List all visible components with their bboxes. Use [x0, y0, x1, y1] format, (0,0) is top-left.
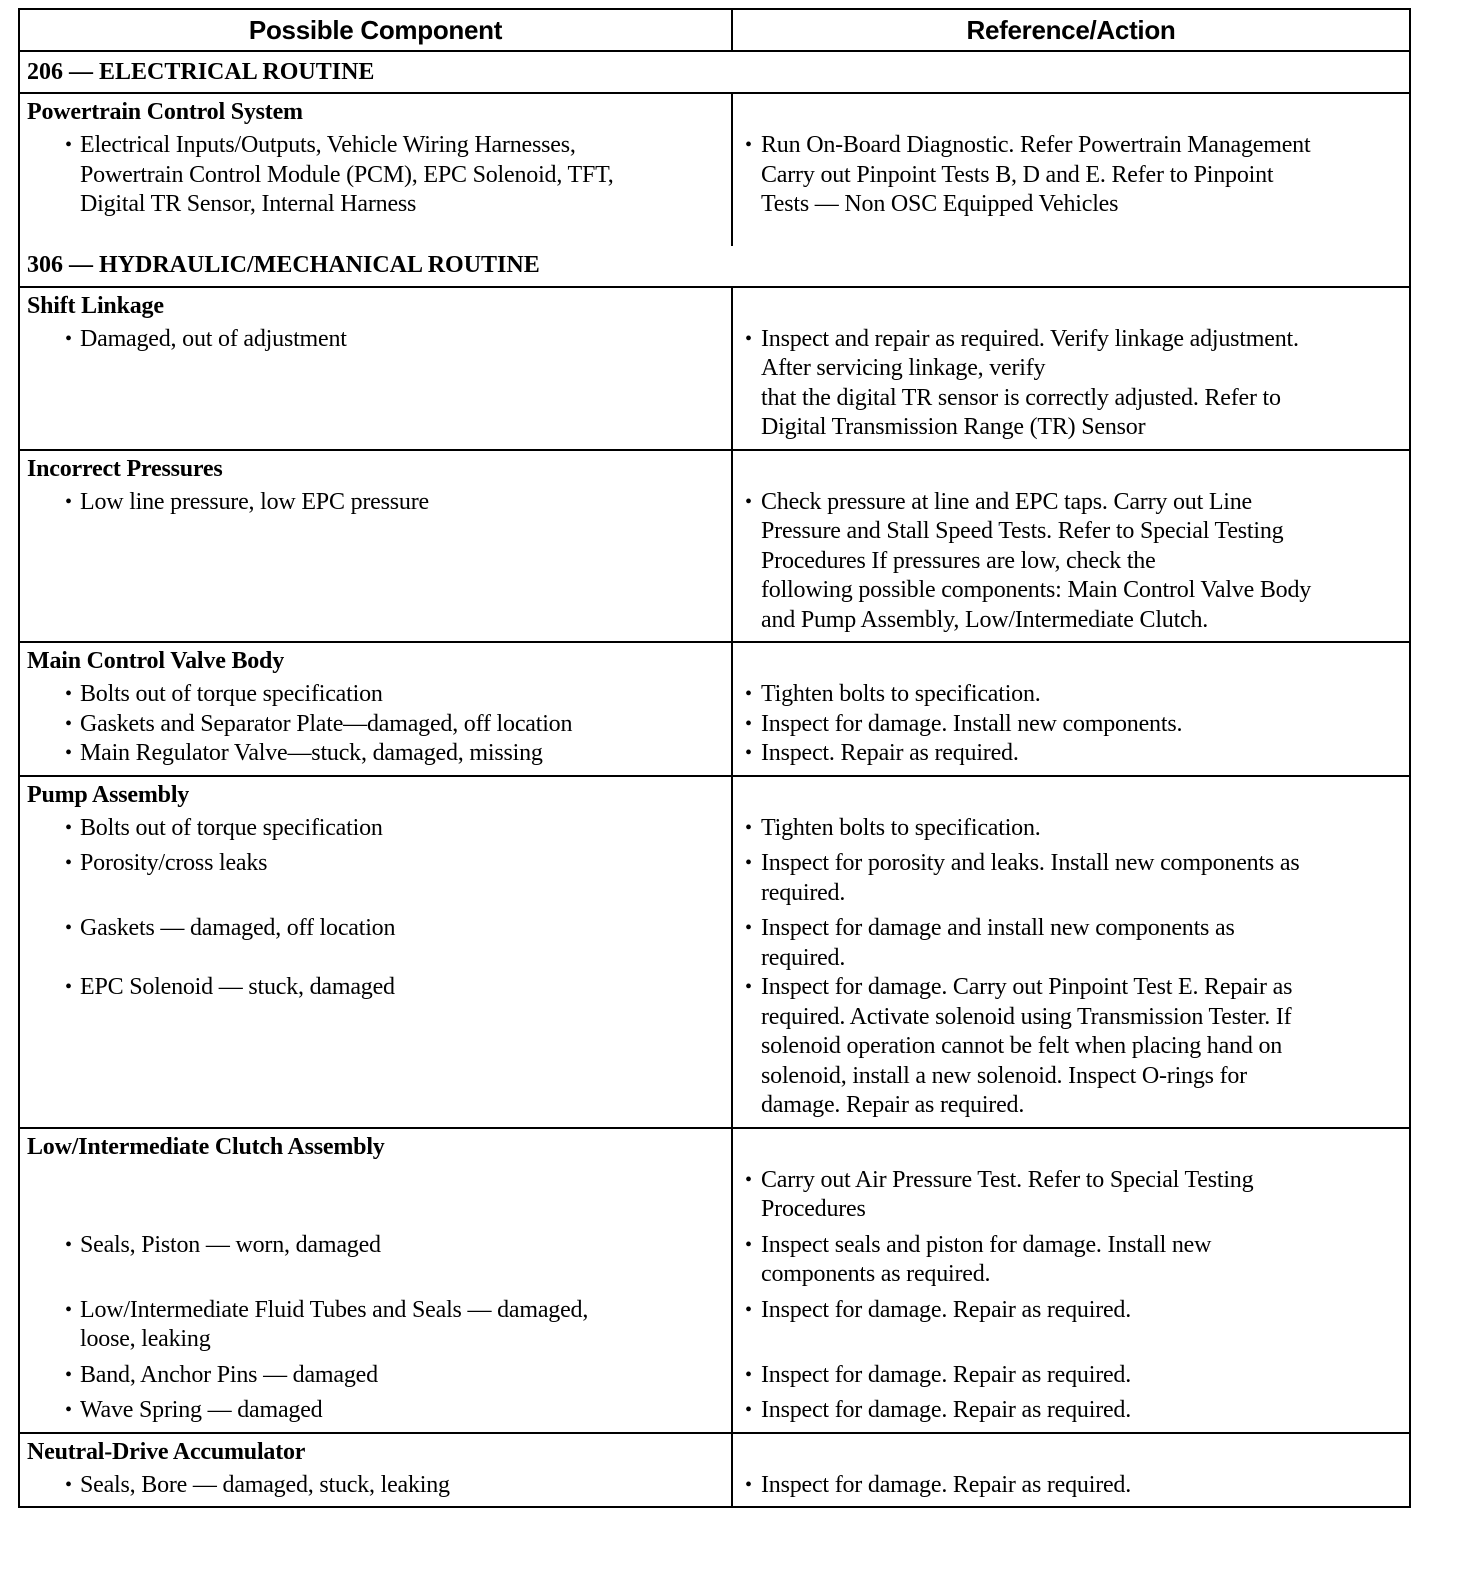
component-cell	[20, 451, 733, 642]
component-line: Digital TR Sensor, Internal Harness	[80, 191, 417, 217]
action-line: • Tighten bolts to specification.	[745, 680, 1409, 710]
component-line: • Band, Anchor Pins — damaged	[27, 1361, 731, 1391]
component-cell	[20, 94, 733, 246]
table-header-row	[20, 10, 1409, 52]
group-title: Powertrain Control System	[27, 99, 303, 125]
action-line: • Tighten bolts to specification.	[745, 814, 1409, 844]
component-entry	[27, 710, 731, 740]
action-entry	[745, 1396, 1409, 1426]
action-line: and Pump Assembly, Low/Intermediate Clutch.	[761, 606, 1209, 633]
component-group	[20, 777, 1409, 1129]
group-container	[20, 288, 1409, 1507]
group-title: Incorrect Pressures	[27, 455, 223, 482]
action-entry	[745, 680, 1409, 710]
component-line: • Bolts out of torque specification	[27, 680, 731, 710]
group-title: Neutral-Drive Accumulator	[27, 1438, 306, 1465]
title-spacer	[745, 288, 1409, 325]
action-entry	[745, 1231, 1409, 1290]
component-entry	[27, 325, 731, 443]
component-line: • Bolts out of torque specification	[27, 814, 731, 844]
action-line: • Inspect for damage. Repair as required.	[745, 1296, 1409, 1326]
action-entry	[745, 131, 1409, 220]
component-group	[20, 1129, 1409, 1434]
action-line: Carry out Pinpoint Tests B, D and E. Refer to Pinpoint	[761, 161, 1274, 188]
component-entry	[27, 1361, 731, 1391]
action-line: Tests — Non OSC Equipped Vehicles	[761, 191, 1119, 217]
component-cell	[20, 1129, 733, 1432]
action-line: damage. Repair as required.	[761, 1092, 1025, 1118]
action-line: • Inspect and repair as required. Verify linkage adjustment.	[745, 325, 1409, 355]
action-entry	[745, 914, 1409, 973]
action-line: • Inspect for damage. Repair as required.	[745, 1396, 1409, 1426]
action-entry	[745, 488, 1409, 636]
component-entry	[27, 1231, 731, 1290]
action-line: • Inspect. Repair as required.	[745, 739, 1409, 769]
action-line: • Run On-Board Diagnostic. Refer Powertrain Management	[745, 131, 1409, 161]
component-line: • Seals, Bore — damaged, stuck, leaking	[27, 1471, 731, 1501]
action-line: • Inspect for damage. Repair as required.	[745, 1361, 1409, 1391]
action-line: • Inspect for porosity and leaks. Install new components as	[745, 849, 1409, 879]
column-header-component: Possible Component	[20, 10, 733, 50]
component-line: • Porosity/cross leaks	[27, 849, 731, 879]
action-line: Procedures If pressures are low, check the	[761, 547, 1156, 574]
title-spacer	[745, 1129, 1409, 1166]
action-entry	[745, 814, 1409, 844]
component-line: • Gaskets — damaged, off location	[27, 914, 731, 944]
action-cell	[733, 777, 1409, 1127]
action-line: • Inspect for damage. Carry out Pinpoint Test E. Repair as	[745, 973, 1409, 1003]
component-group	[20, 1434, 1409, 1507]
component-line: loose, leaking	[80, 1326, 211, 1352]
action-line: solenoid operation cannot be felt when placing hand on	[761, 1033, 1283, 1059]
title-spacer	[745, 1434, 1409, 1471]
component-entry	[27, 849, 731, 908]
action-cell	[733, 451, 1409, 642]
component-entry	[27, 131, 731, 220]
component-cell	[20, 1434, 733, 1507]
action-line: • Inspect seals and piston for damage. Install new	[745, 1231, 1409, 1261]
title-spacer	[745, 777, 1409, 814]
action-cell	[733, 643, 1409, 775]
component-group	[20, 94, 1409, 246]
action-entry	[745, 1471, 1409, 1501]
group-title: Shift Linkage	[27, 292, 164, 319]
component-entry	[27, 1396, 731, 1426]
action-line: required.	[761, 879, 846, 906]
group-title: Pump Assembly	[27, 781, 190, 808]
component-line: • EPC Solenoid — stuck, damaged	[27, 973, 731, 1003]
action-line: • Inspect for damage and install new components as	[745, 914, 1409, 944]
action-line: • Check pressure at line and EPC taps. Carry out Line	[745, 488, 1409, 518]
action-line: Digital Transmission Range (TR) Sensor	[761, 414, 1146, 440]
action-entry	[745, 325, 1409, 443]
component-line: Powertrain Control Module (PCM), EPC Solenoid, TFT,	[80, 161, 614, 188]
title-spacer	[745, 94, 1409, 131]
action-line: following possible components: Main Control Valve Body	[761, 577, 1312, 603]
action-line: that the digital TR sensor is correctly adjusted. Refer to	[761, 384, 1281, 411]
group-container	[20, 94, 1409, 246]
component-cell	[20, 643, 733, 775]
component-line: • Wave Spring — damaged	[27, 1396, 731, 1426]
component-entry	[27, 680, 731, 710]
action-line: Procedures	[761, 1196, 866, 1222]
action-line: Pressure and Stall Speed Tests. Refer to Special Testing	[761, 518, 1284, 544]
column-header-action: Reference/Action	[966, 14, 1176, 45]
title-action-spacer	[27, 1166, 731, 1231]
action-entry	[745, 739, 1409, 769]
component-entry	[27, 914, 731, 973]
section-heading: 206 — ELECTRICAL ROUTINE	[20, 52, 1409, 94]
component-entry	[27, 1296, 731, 1355]
component-cell	[20, 288, 733, 449]
action-line: After servicing linkage, verify	[761, 355, 1046, 381]
component-entry	[27, 739, 731, 769]
component-entry	[27, 973, 731, 1121]
action-cell	[733, 1434, 1409, 1507]
action-entry	[745, 1296, 1409, 1355]
action-line: • Carry out Air Pressure Test. Refer to Special Testing	[745, 1166, 1409, 1196]
title-spacer	[745, 451, 1409, 488]
component-line: • Low/Intermediate Fluid Tubes and Seals — damaged,	[27, 1296, 731, 1326]
component-cell	[20, 777, 733, 1127]
group-title: Main Control Valve Body	[27, 648, 284, 674]
component-line: • Gaskets and Separator Plate—damaged, off location	[27, 710, 731, 740]
component-line: • Low line pressure, low EPC pressure	[27, 488, 731, 518]
action-entry	[745, 973, 1409, 1121]
action-line: required.	[761, 944, 846, 971]
component-entry	[27, 488, 731, 636]
action-line: components as required.	[761, 1261, 991, 1287]
component-group	[20, 451, 1409, 644]
action-line: • Inspect for damage. Install new components.	[745, 710, 1409, 740]
component-group	[20, 288, 1409, 451]
action-line: required. Activate solenoid using Transmission Tester. If	[761, 1003, 1292, 1030]
action-entry	[745, 710, 1409, 740]
component-entry	[27, 814, 731, 844]
action-entry	[745, 849, 1409, 908]
group-title: Low/Intermediate Clutch Assembly	[27, 1133, 385, 1160]
component-line: • Main Regulator Valve—stuck, damaged, missing	[27, 739, 731, 769]
action-line: • Inspect for damage. Repair as required.	[745, 1471, 1409, 1501]
action-cell	[733, 288, 1409, 449]
component-line: • Seals, Piston — worn, damaged	[27, 1231, 731, 1261]
component-entry	[27, 1471, 731, 1501]
action-cell	[733, 1129, 1409, 1432]
title-spacer	[745, 643, 1409, 680]
section-heading: 306 — HYDRAULIC/MECHANICAL ROUTINE	[20, 246, 1409, 288]
component-line: • Electrical Inputs/Outputs, Vehicle Wiring Harnesses,	[27, 131, 731, 161]
action-entry	[745, 1361, 1409, 1391]
component-group	[20, 643, 1409, 777]
diagnosis-table	[18, 8, 1411, 1508]
action-line: solenoid, install a new solenoid. Inspect O-rings for	[761, 1062, 1247, 1089]
component-line: • Damaged, out of adjustment	[27, 325, 731, 355]
action-cell	[733, 94, 1409, 246]
